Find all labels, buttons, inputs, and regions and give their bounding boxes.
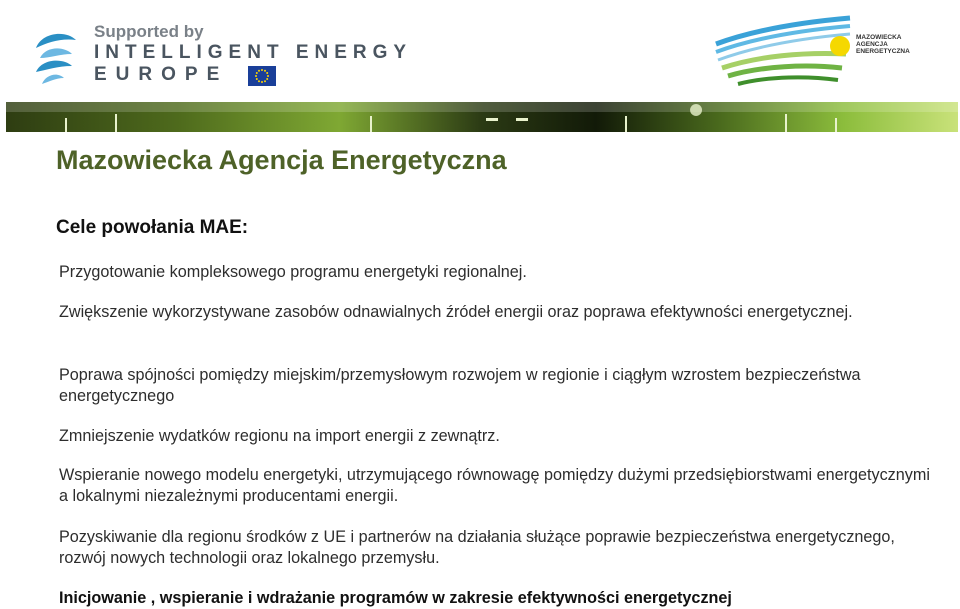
goal-item: Poprawa spójności pomiędzy miejskim/przemysłowym rozwojem w regionie i ciągłym wzrostem bezpieczeństwa energetycznego: [59, 366, 861, 405]
mae-logo-line: AGENCJA: [856, 41, 888, 48]
intelligent-energy-europe-logo-icon: [32, 28, 80, 90]
goal-item: Pozyskiwanie dla regionu środków z UE i partnerów na działania służące poprawie bezpieczeństwa energetycznego, rozwój nowych technologii oraz lokalnego przemysłu.: [59, 528, 895, 567]
goal-item: Wspieranie nowego modelu energetyki, utrzymującego równowagę pomiędzy dużymi przedsiębiorstwami energetycznymi a lokalnymi niezależnymi producentami energii.: [59, 466, 930, 505]
slide-title: Mazowiecka Agencja Energetyczna: [56, 145, 507, 175]
mae-logo-line: MAZOWIECKA: [856, 34, 902, 41]
program-name-line2: EUROPE: [94, 64, 229, 85]
header-banner-image: [6, 102, 958, 132]
goal-item: Zmniejszenie wydatków regionu na import energii z zewnątrz.: [59, 427, 500, 445]
goal-item-highlighted: Inicjowanie , wspieranie i wdrażanie programów w zakresie efektywności energetycznej: [59, 589, 732, 607]
goal-item: Zwiększenie wykorzystywane zasobów odnawialnych źródeł energii oraz poprawa efektywności energetycznej.: [59, 303, 853, 321]
supported-by-label: Supported by: [94, 22, 204, 41]
slide-subtitle: Cele powołania MAE:: [56, 217, 249, 238]
mae-logo-icon: [714, 12, 854, 92]
header: [0, 0, 960, 102]
eu-flag-icon: [248, 66, 276, 86]
program-name-line1: INTELLIGENT ENERGY: [94, 42, 413, 63]
mae-logo-text: [856, 34, 936, 55]
goal-item: Przygotowanie kompleksowego programu energetyki regionalnej.: [59, 263, 527, 281]
mae-logo-line: ENERGETYCZNA: [856, 48, 910, 55]
